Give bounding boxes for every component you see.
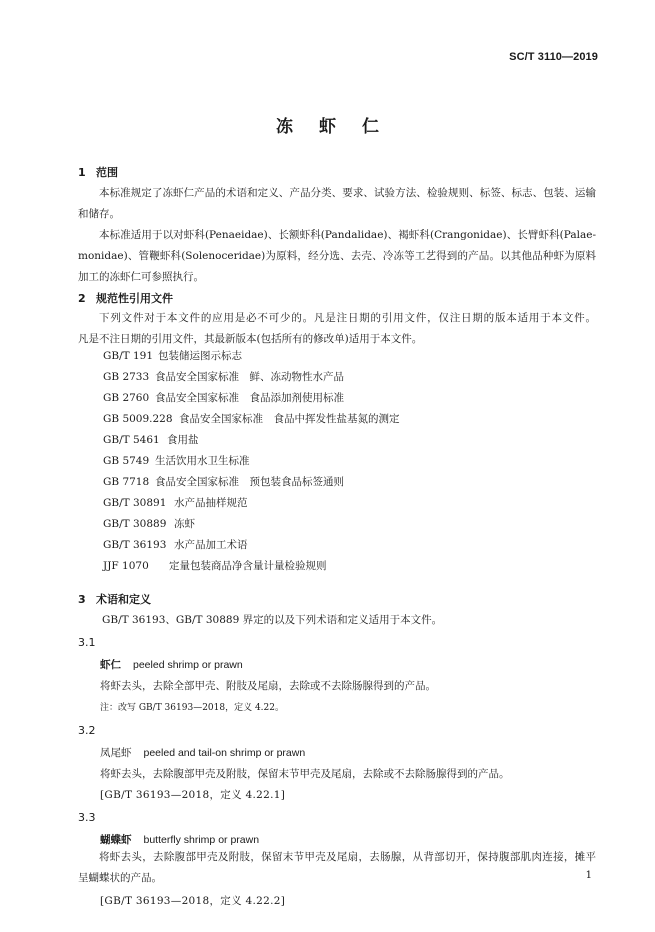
reference-title: 生活饮用水卫生标准	[155, 455, 250, 467]
text-line: 将虾去头，去除腹部甲壳及附肢，保留末节甲壳及尾扇，去肠腺，从背部切开，保持腹部肌肉连接，摊平	[99, 851, 596, 863]
term-chinese: 虾仁	[100, 659, 121, 671]
references-intro	[78, 308, 596, 350]
reference-code: JJF 1070	[103, 560, 149, 572]
term-definition: 将虾去头，去除全部甲壳、附肢及尾扇，去除或不去除肠腺得到的产品。	[100, 680, 436, 692]
reference-code: GB 2760	[103, 392, 150, 404]
reference-code: GB 5749	[103, 455, 150, 467]
section-number: 3	[78, 593, 86, 606]
reference-item	[103, 432, 199, 447]
reference-title: 包装储运图示标志	[158, 350, 242, 362]
reference-item	[103, 453, 250, 468]
term-name	[100, 657, 243, 672]
document-title: 冻虾仁	[276, 117, 405, 137]
reference-code: GB/T 36193	[103, 539, 167, 551]
reference-title: 冻虾	[174, 518, 195, 530]
reference-item	[103, 348, 242, 363]
term-name	[100, 832, 259, 847]
reference-title: 水产品加工术语	[174, 539, 248, 551]
page-number: 1	[585, 870, 592, 881]
term-number: 3.2	[78, 724, 96, 737]
reference-code: GB/T 30889	[103, 518, 167, 530]
section-1-heading	[78, 164, 118, 180]
section-3-heading	[78, 591, 151, 607]
term-name	[100, 745, 305, 760]
reference-item	[103, 495, 248, 510]
section-title: 范围	[96, 166, 118, 179]
reference-item	[103, 558, 327, 573]
text-line: 本标准适用于以对虾科(Penaeidae)、长额虾科(Pandalidae)、褐虾科(Crangonidae)、长臂虾科(Palae-	[99, 229, 596, 241]
reference-title: 食品安全国家标准 鲜、冻动物性水产品	[155, 371, 344, 383]
reference-code: GB/T 30891	[103, 497, 167, 509]
section-number: 2	[78, 292, 86, 305]
term-note: 注：改写 GB/T 36193—2018，定义 4.22。	[100, 703, 284, 713]
term-english: peeled and tail-on shrimp or prawn	[143, 747, 306, 759]
text-line: 和储存。	[78, 208, 120, 220]
term-number: 3.1	[78, 636, 96, 649]
reference-code: GB/T 191	[103, 350, 154, 362]
reference-title: 定量包装商品净含量计量检验规则	[169, 560, 327, 572]
text-line: 下列文件对于本文件的应用是必不可少的。凡是注日期的引用文件，仅注日期的版本适用于本文件。	[99, 312, 596, 324]
reference-item	[103, 516, 195, 531]
text-line: monidae)、管鞭虾科(Solenoceridae)为原料，经分选、去壳、冷冻等工艺得到的产品。以其他品种虾为原料	[78, 250, 596, 262]
term-source: [GB/T 36193—2018，定义 4.22.1]	[100, 789, 286, 801]
text-line: 呈蝴蝶状的产品。	[78, 872, 162, 884]
scope-paragraph	[78, 183, 596, 288]
section-2-heading	[78, 290, 173, 306]
reference-title: 水产品抽样规范	[174, 497, 248, 509]
reference-title: 食用盐	[167, 434, 199, 446]
term-chinese: 凤尾虾	[100, 747, 132, 759]
standard-code: SC/T 3110—2019	[509, 51, 598, 63]
reference-code: GB 5009.228	[103, 413, 173, 425]
term-english: butterfly shrimp or prawn	[143, 834, 260, 846]
text-line: 本标准规定了冻虾仁产品的术语和定义、产品分类、要求、试验方法、检验规则、标签、标志、包装、运输	[99, 187, 596, 199]
term-definition	[78, 847, 596, 889]
reference-title: 食品安全国家标准 食品添加剂使用标准	[155, 392, 344, 404]
text-line: 加工的冻虾仁可参照执行。	[78, 271, 204, 283]
reference-item	[103, 369, 344, 384]
reference-item	[103, 474, 344, 489]
text-line: 凡是不注日期的引用文件，其最新版本(包括所有的修改单)适用于本文件。	[78, 333, 423, 345]
term-definition: 将虾去头，去除腹部甲壳及附肢，保留末节甲壳及尾扇，去除或不去除肠腺得到的产品。	[100, 768, 510, 780]
section-number: 1	[78, 166, 86, 179]
reference-code: GB 7718	[103, 476, 150, 488]
term-english: peeled shrimp or prawn	[133, 659, 243, 671]
reference-title: 食品安全国家标准 预包装食品标签通则	[155, 476, 344, 488]
reference-item	[103, 411, 400, 426]
reference-title: 食品安全国家标准 食品中挥发性盐基氮的测定	[179, 413, 400, 425]
section-title: 术语和定义	[96, 593, 151, 606]
reference-code: GB 2733	[103, 371, 150, 383]
reference-item	[103, 537, 248, 552]
reference-item	[103, 390, 344, 405]
reference-code: GB/T 5461	[103, 434, 160, 446]
terms-intro: GB/T 36193、GB/T 30889 界定的以及下列术语和定义适用于本文件。	[102, 614, 443, 626]
term-chinese: 蝴蝶虾	[100, 834, 132, 846]
term-source: [GB/T 36193—2018，定义 4.22.2]	[100, 895, 286, 907]
section-title: 规范性引用文件	[96, 292, 173, 305]
term-number: 3.3	[78, 811, 96, 824]
